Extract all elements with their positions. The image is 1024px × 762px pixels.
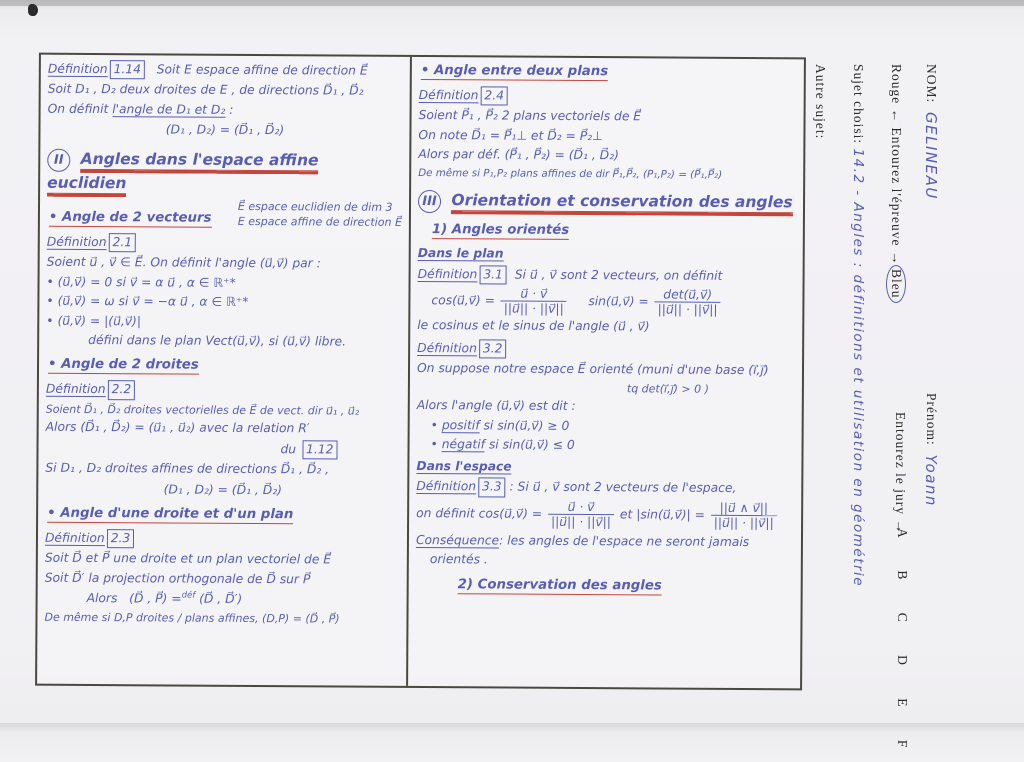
section-2-roman-numeral: II — [47, 149, 70, 172]
cos-formula-denominator: ||u⃗|| · ||v⃗|| — [503, 301, 564, 317]
epreuve-field — [886, 64, 906, 303]
espace-et: et — [619, 506, 633, 522]
positif-condition: si sin(u⃗,v⃗) ≥ 0 — [479, 418, 570, 433]
definition-3-3-formulas — [416, 499, 794, 531]
angles-orientes-subheading — [432, 221, 796, 242]
vectors-heading-row — [47, 199, 402, 235]
definition-3-3-on-definit: on définit — [416, 505, 475, 521]
definition-3-1-closing: le cosinus et le sinus de l'angle (u⃗ , v⃗) — [417, 318, 650, 334]
epreuve-instruction: Entourez l'épreuve — [889, 127, 904, 247]
dans-l-espace-heading-text: Dans l'espace — [416, 458, 512, 474]
space-note-line2: E espace affine de direction E⃗ — [237, 215, 402, 230]
consequence-line — [416, 532, 794, 552]
prenom-label: Prénom: — [924, 393, 939, 446]
section-2-heading — [47, 148, 402, 196]
angles-orientes-subheading-text: 1) Angles orientés — [431, 222, 570, 239]
definition-2-3-line2: Soit D⃗′ la projection orthogonale de D⃗ sur P⃗ — [44, 570, 311, 587]
definition-3-3-number: 3.3 — [478, 477, 506, 497]
section-3-roman-numeral: III — [418, 190, 441, 213]
jury-options: A B C D E F — [895, 528, 910, 762]
definition-3-1-line — [418, 265, 796, 287]
definition-3-1-number: 3.1 — [479, 265, 507, 285]
definition-3-1-intro: Si u⃗ , v⃗ sont 2 vecteurs, on définit — [514, 267, 723, 283]
section-3-title: Orientation et conservation des angles — [451, 191, 793, 212]
space-note-line1: E⃗ espace euclidien de dim 3 — [237, 199, 393, 214]
scan-artifact — [28, 4, 38, 16]
sujet-field — [850, 64, 866, 587]
definition-3-2-line1: On suppose notre espace E⃗ orienté (muni d'une base (i⃗,j⃗) — [416, 361, 769, 378]
definition-2-1-case1: • (u⃗,v⃗) = 0 si v⃗ = α u⃗ , α ∈ ℝ⁺* — [46, 274, 236, 290]
espace-sin-denominator: ||u⃗|| · ||v⃗|| — [713, 515, 774, 530]
dans-le-plan-heading-text: Dans le plan — [417, 246, 504, 261]
definition-2-2-reference — [280, 440, 400, 460]
definition-3-2-negatif: • négatif si sin(u⃗,v⃗) ≤ 0 — [430, 437, 575, 453]
definition-2-1-line — [47, 232, 402, 254]
definition-2-3-line — [45, 529, 400, 551]
definition-2-4-line2: On note D⃗₁ = P⃗₁⊥ et D⃗₂ = P⃗₂⊥ — [418, 127, 603, 143]
angle-2-vecteurs-heading-text: • Angle de 2 vecteurs — [48, 209, 212, 226]
notes-column-right — [408, 57, 804, 688]
definition-2-1-label: Définition — [46, 234, 107, 249]
prenom-field — [922, 393, 940, 507]
sujet-label: Sujet choisi: — [851, 64, 866, 145]
definition-2-3-formula — [87, 589, 400, 609]
positif-label: positif — [441, 417, 480, 433]
jury-field-label: Entourez le jury → — [893, 412, 908, 534]
definition-2-2-line — [46, 380, 401, 402]
autre-sujet-field: Autre sujet: — [813, 64, 828, 140]
angle-2-vecteurs-heading — [49, 209, 212, 229]
definition-2-4-number: 2.4 — [480, 86, 508, 106]
space-note — [238, 199, 402, 231]
conservation-angles-subheading-text: 2) Conservation des angles — [457, 577, 662, 594]
dans-l-espace-heading — [416, 458, 794, 478]
section-2-title: Angles dans l'espace affine euclidien — [47, 149, 319, 193]
definition-3-2-label: Définition — [417, 340, 477, 356]
cos-formula-fraction — [501, 287, 567, 317]
definition-3-2-positif: • positif si sin(u⃗,v⃗) ≥ 0 — [430, 417, 570, 433]
definition-1-14-line3-underlined: l'angle de D₁ et D₂ — [112, 102, 226, 117]
espace-cos-lhs: cos(u⃗,v⃗) = — [478, 506, 543, 521]
definition-2-2-reference-number: 1.12 — [302, 440, 338, 460]
definition-2-3-lhs: (D⃗ , P⃗) = — [129, 591, 182, 607]
definition-2-4-line — [419, 86, 797, 108]
prenom-value-handwritten: Yoann — [922, 454, 940, 507]
definition-3-1-formulas — [431, 286, 795, 318]
angle-entre-plans-heading — [421, 62, 797, 83]
definition-3-3-intro: : Si u⃗ , v⃗ sont 2 vecteurs de l'espace, — [509, 479, 737, 496]
definition-2-4-label: Définition — [418, 87, 479, 103]
nom-label: NOM: — [924, 64, 939, 104]
definition-2-1-case3-note: défini dans le plan Vect(u⃗,v⃗), si (u⃗,v⃗) libre. — [88, 332, 347, 349]
definition-2-1-intro: Soient u⃗ , v⃗ ∈ E⃗. On définit l'angle (u⃗,v⃗) par : — [46, 254, 321, 271]
espace-cos-fraction — [548, 499, 614, 529]
section-3-heading — [418, 189, 796, 215]
negatif-condition: si sin(u⃗,v⃗) ≤ 0 — [484, 437, 575, 453]
espace-sin-lhs: |sin(u⃗,v⃗)| = — [636, 507, 705, 522]
definition-2-3-def-superscript: déf — [181, 590, 196, 602]
notes-column-left — [37, 55, 412, 686]
definition-2-4-line1: Soient P⃗₁ , P⃗₂ 2 plans vectoriels de E⃗ — [418, 108, 642, 124]
consequence-label: Conséquence — [415, 532, 500, 548]
nom-field — [922, 64, 940, 200]
consequence-line2: orientés . — [429, 552, 488, 567]
definition-3-3-line — [416, 477, 794, 499]
definition-2-4-line4: De même si P₁,P₂ plans affines de dir P⃗₁,P⃗₂, (P₁,P₂) = (P⃗₁,P⃗₂) — [418, 166, 723, 181]
definition-2-2-line2: Alors (D⃗₁ , D⃗₂) = (u⃗₁ , u⃗₂) avec la relation R′ — [45, 420, 310, 436]
definition-1-14-line3-prefix: On définit — [47, 101, 113, 117]
definition-1-14-formula: (D₁ , D₂) = (D⃗₁ , D⃗₂) — [165, 122, 285, 138]
definition-2-3-number: 2.3 — [107, 529, 135, 549]
definition-1-14-label: Définition — [47, 61, 108, 77]
angle-droite-plan-heading-text: • Angle d'une droite et d'un plan — [47, 505, 294, 523]
definition-3-3-label: Définition — [416, 479, 477, 494]
definition-2-1-case3: • (u⃗,v⃗) = |(u⃗,v⃗)| — [46, 313, 142, 328]
negatif-label: négatif — [441, 437, 486, 452]
espace-cos-numerator: u⃗ · v⃗ — [548, 499, 614, 515]
definition-2-3-line4: De même si D,P droites / plans affines, (D,P) = (D⃗ , P⃗) — [44, 610, 340, 626]
scan-edge-shadow — [0, 0, 1024, 6]
angle-2-droites-heading — [48, 356, 401, 377]
angle-droite-plan-heading — [47, 505, 400, 526]
epreuve-bleu-circled: Bleu — [886, 265, 906, 303]
definition-1-14-line3-colon: : — [225, 102, 234, 117]
definition-2-3-line1: Soit D⃗ et P⃗ une droite et un plan vectoriel de E⃗ — [44, 551, 332, 567]
definition-1-14-line — [48, 60, 403, 82]
espace-cos-denominator: ||u⃗|| · ||v⃗|| — [550, 514, 611, 529]
definition-1-14-number: 1.14 — [110, 60, 146, 80]
definition-2-2-line3: Si D₁ , D₂ droites affines de directions D⃗₁ , D⃗₂ , — [45, 460, 330, 477]
definition-3-2-line2: Alors l'angle (u⃗,v⃗) est dit : — [416, 398, 576, 414]
sin-formula-denominator: ||u⃗|| · ||v⃗|| — [657, 302, 718, 318]
definition-2-4-line3: Alors par déf. (P⃗₁ , P⃗₂) = (D⃗₁ , D⃗₂) — [418, 147, 619, 163]
handwritten-notes-sheet — [35, 53, 806, 691]
sin-formula-lhs: sin(u⃗,v⃗) = — [588, 294, 649, 309]
definition-2-1-number: 2.1 — [108, 233, 136, 253]
definition-2-2-label: Définition — [45, 381, 106, 397]
definition-1-14-line3 — [48, 101, 403, 121]
definition-3-2-number: 3.2 — [479, 339, 507, 359]
arrow-left-icon: ← — [889, 108, 904, 124]
espace-sin-fraction — [711, 500, 777, 530]
definition-1-14-intro: Soit E espace affine de direction E⃗ — [156, 62, 368, 78]
definition-3-1-label: Définition — [417, 266, 478, 281]
definition-1-14-line2: Soit D₁ , D₂ deux droites de E , de directions D⃗₁ , D⃗₂ — [47, 82, 364, 99]
angle-entre-plans-heading-text: • Angle entre deux plans — [420, 62, 609, 80]
sin-formula-fraction — [655, 288, 721, 318]
espace-sin-numerator: ||u⃗ ∧ v⃗|| — [711, 500, 777, 516]
definition-2-1-case2: • (u⃗,v⃗) = ω si v⃗ = −α u⃗ , α ∈ ℝ⁺* — [46, 293, 249, 309]
definition-2-3-label: Définition — [44, 530, 105, 546]
definition-2-2-formula: (D₁ , D₂) = (D⃗₁ , D⃗₂) — [163, 482, 282, 497]
definition-2-2-line1: Soient D⃗₁ , D⃗₂ droites vectorielles de E⃗ de vect. dir u⃗₁ , u⃗₂ — [45, 402, 360, 418]
definition-3-2-line1b: tq det(i⃗,j⃗) > 0 ) — [626, 381, 709, 396]
sujet-value-handwritten: 14.2 - Angles : définitions et utilisation en géométrie — [850, 148, 866, 588]
epreuve-rouge-label: Rouge — [889, 64, 904, 105]
definition-2-2-reference-du: du — [280, 441, 297, 457]
definition-3-2-line — [417, 339, 795, 361]
nom-value-handwritten: GELINEAU — [922, 112, 940, 200]
conservation-angles-subheading — [458, 576, 794, 597]
definition-2-2-number: 2.2 — [108, 380, 136, 400]
consequence-text: : les angles de l'espace ne seront jamais — [499, 533, 750, 549]
definition-2-3-alors: Alors — [86, 591, 118, 606]
cos-formula-lhs: cos(u⃗,v⃗) = — [431, 293, 495, 308]
sin-formula-numerator: det(u⃗,v⃗) — [655, 288, 721, 304]
definition-2-3-rhs: (D⃗ , D⃗′) — [199, 592, 243, 607]
arrow-right-icon: → — [889, 250, 904, 266]
angle-2-droites-heading-text: • Angle de 2 droites — [47, 357, 199, 374]
dans-le-plan-heading — [418, 245, 796, 265]
cos-formula-numerator: u⃗ · v⃗ — [501, 287, 567, 303]
